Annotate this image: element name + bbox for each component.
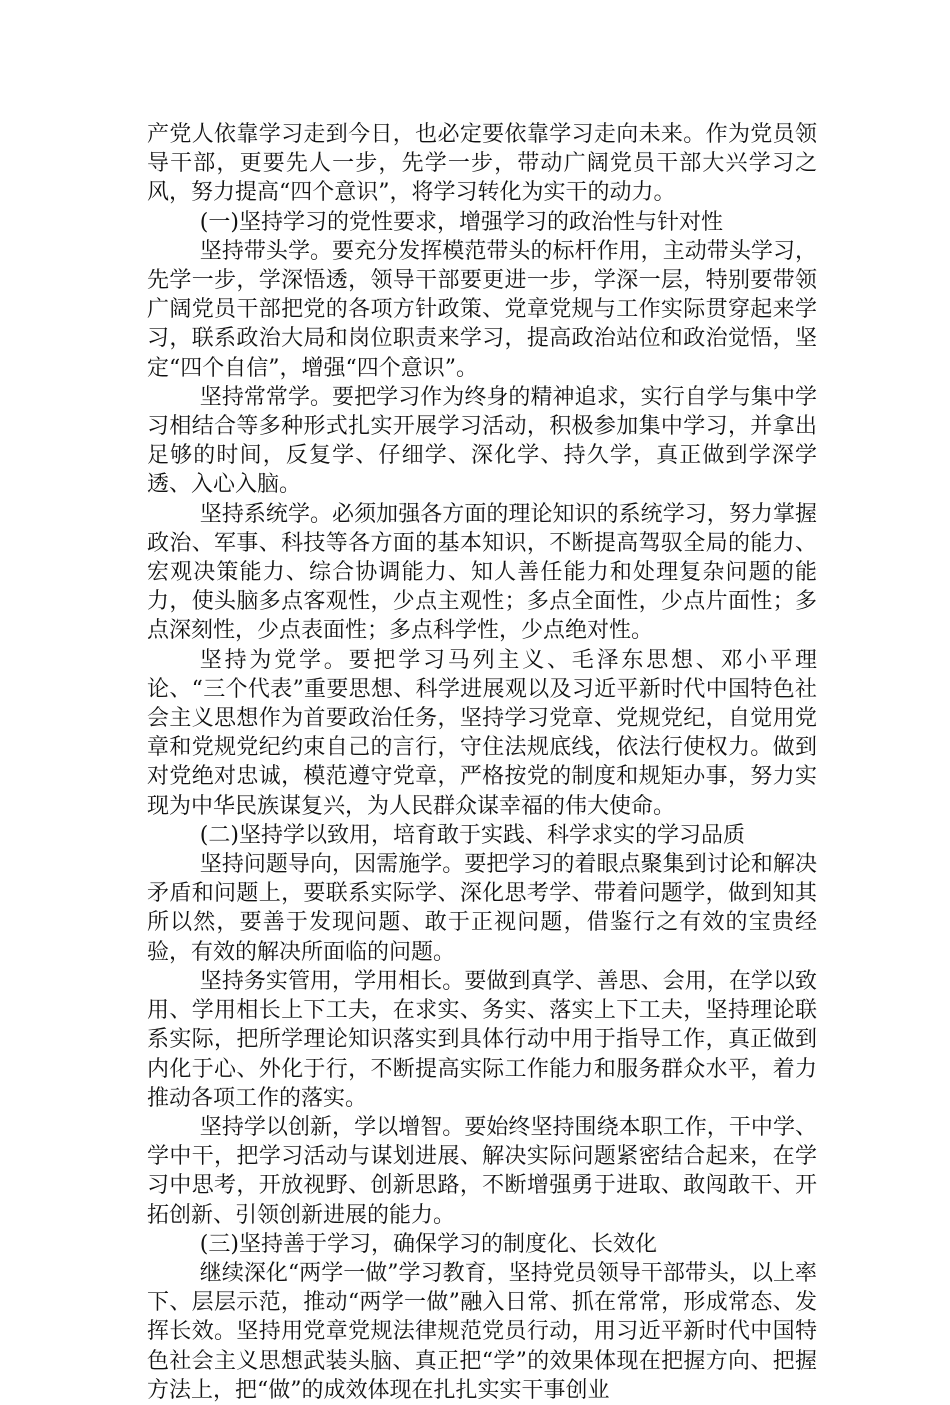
body-paragraph: 坚持带头学。要充分发挥模范带头的标杆作用，主动带头学习，先学一步，学深悟透，领导干部要更进一步，学深一层，特别要带领广阔党员干部把党的各项方针政策、党章党规与工作实际贯穿起来学习，联系政治大局和岗位职责来学习，提高政治站位和政治觉悟，坚定“四个自信”，增强“四个意识”。: [147, 238, 817, 381]
section-heading: (二)坚持学以致用，培育敢于实践、科学求实的学习品质: [199, 822, 745, 848]
body-paragraph: 坚持常常学。要把学习作为终身的精神追求，实行自学与集中学习相结合等多种形式扎实开展学习活动，积极参加集中学习，并拿出足够的时间，反复学、仔细学、深化学、持久学，真正做到学深学透、入心入脑。: [147, 384, 817, 498]
body-paragraph: 坚持为党学。要把学习马列主义、毛泽东思想、邓小平理论、“三个代表”重要思想、科学进展观以及习近平新时代中国特色社会主义思想作为首要政治任务，坚持学习党章、党规党纪，自觉用党章和党规党纪约束自己的言行，守住法规底线，依法行使权力。做到对党绝对忠诚，模范遵守党章，严格按党的制度和规矩办事，努力实现为中华民族谋复兴，为人民群众谋幸福的伟大使命。: [147, 647, 817, 819]
body-paragraph: 坚持问题导向，因需施学。要把学习的着眼点聚集到讨论和解决矛盾和问题上，要联系实际学、深化思考学、带着问题学，做到知其所以然，要善于发现问题、敢于正视问题，借鉴行之有效的宝贵经验，有效的解决所面临的问题。: [147, 852, 817, 965]
body-paragraph: 坚持系统学。必须加强各方面的理论知识的系统学习，努力掌握政治、军事、科技等各方面的基本知识，不断提高驾驭全局的能力、宏观决策能力、综合协调能力、知人善任能力和处理复杂问题的能力，使头脑多点客观性，少点主观性；多点全面性，少点片面性；多点深刻性，少点表面性；多点科学性，少点绝对性。: [147, 501, 817, 644]
body-paragraph: 产党人依靠学习走到今日，也必定要依靠学习走向未来。作为党员领导干部，更要先人一步，先学一步，带动广阔党员干部大兴学习之风，努力提高“四个意识”，将学习转化为实干的动力。: [147, 122, 817, 206]
body-paragraph: 继续深化“两学一做”学习教育，坚持党员领导干部带头，以上率下、层层示范，推动“两学一做”融入日常、抓在常常，形成常态、发挥长效。坚持用党章党规法律规范党员行动，用习近平新时代中国特色社会主义思想武装头脑、真正把“学”的效果体现在把握方向、把握方法上，把“做”的成效体现在扎扎实实干事创业: [147, 1260, 817, 1403]
body-paragraph: 坚持学以创新，学以增智。要始终坚持围绕本职工作，干中学、学中干，把学习活动与谋划进展、解决实际问题紧密结合起来，在学习中思考，开放视野、创新思路，不断增强勇于进取、敢闯敢干、开拓创新、引领创新进展的能力。: [147, 1114, 817, 1228]
section-heading: (三)坚持善于学习，确保学习的制度化、长效化: [199, 1231, 657, 1257]
section-heading: (一)坚持学习的党性要求，增强学习的政治性与针对性: [199, 209, 723, 235]
body-paragraph: 坚持务实管用，学用相长。要做到真学、善思、会用，在学以致用、学用相长上下工夫，在求实、务实、落实上下工夫，坚持理论联系实际，把所学理论知识落实到具体行动中用于指导工作，真正做到内化于心、外化于行，不断提高实际工作能力和服务群众水平，着力推动各项工作的落实。: [147, 968, 817, 1111]
document-body: [147, 120, 817, 1405]
